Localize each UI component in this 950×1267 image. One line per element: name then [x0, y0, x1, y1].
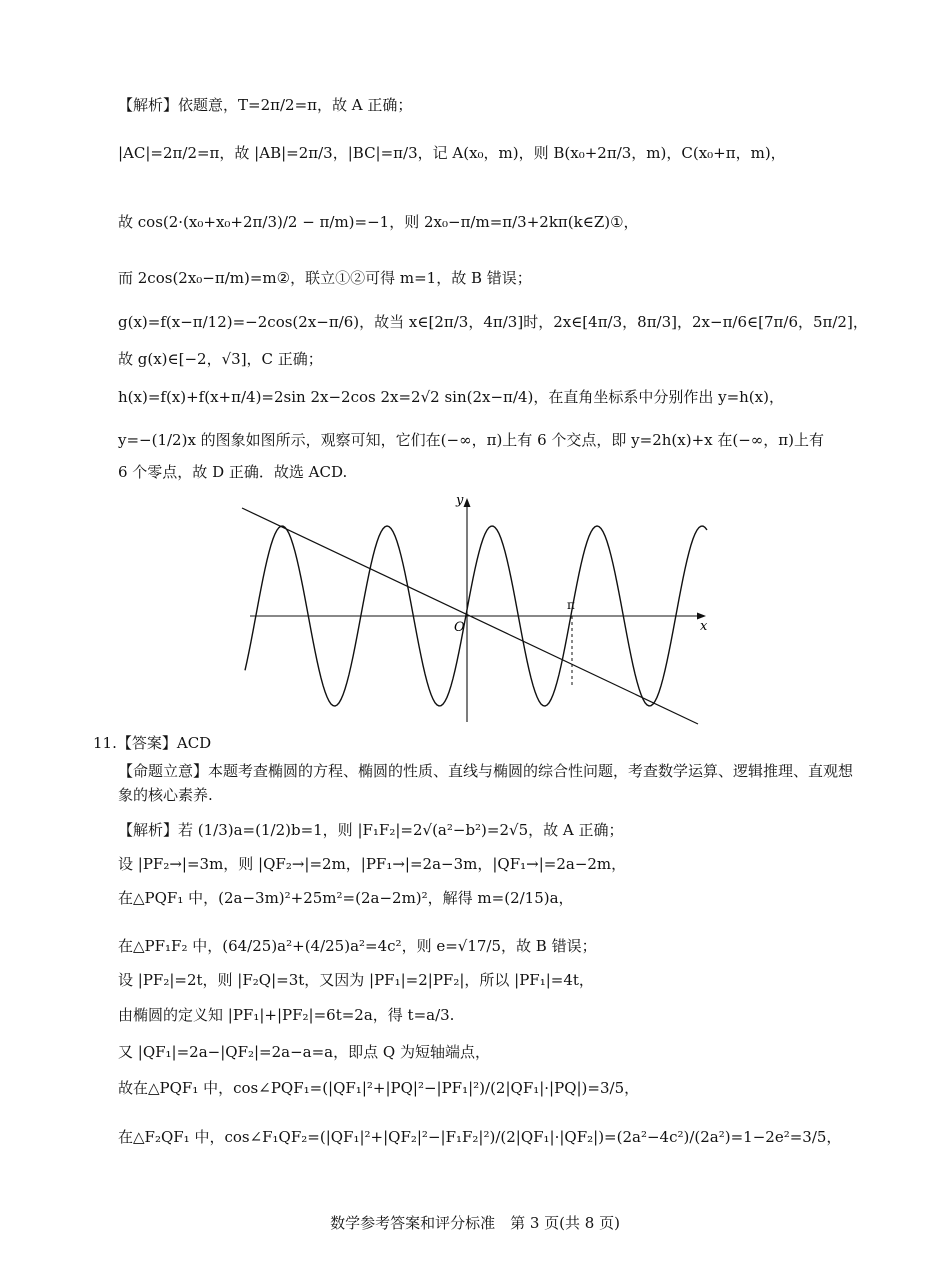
solution-line: 由椭圆的定义知 |PF₁|+|PF₂|=6t=2a，得 t=a/3.	[118, 1006, 455, 1024]
analysis-line: y=−(1/2)x 的图象如图所示，观察可知，它们在(−∞，π)上有 6 个交点，即 y=2h(x)+x 在(−∞，π)上有	[118, 431, 824, 449]
solution-line: 在△PF₁F₂ 中，(64/25)a²+(4/25)a²=4c²，则 e=√17/5，故 B 错误；	[118, 937, 597, 955]
solution-line: 故在△PQF₁ 中，cos∠PQF₁=(|QF₁|²+|PQ|²−|PF₁|²)/(2|QF₁|·|PQ|)=3/5，	[118, 1079, 640, 1097]
analysis-line: 故 cos(2·(x₀+x₀+2π/3)/2 − π/m)=−1，则 2x₀−π/m=π/3+2kπ(k∈Z)①，	[118, 213, 639, 231]
solution-line: 又 |QF₁|=2a−|QF₂|=2a−a=a，即点 Q 为短轴端点，	[118, 1043, 490, 1061]
analysis-line: 故 g(x)∈[−2，√3]，C 正确；	[118, 350, 323, 368]
solution-line: 设 |PF₂→|=3m，则 |QF₂→|=2m，|PF₁→|=2a−3m，|QF₁→|=2a−2m，	[118, 855, 627, 873]
analysis-line: 而 2cos(2x₀−π/m)=m②，联立①②可得 m=1，故 B 错误；	[118, 269, 532, 287]
analysis-line: g(x)=f(x−π/12)=−2cos(2x−π/6)，故当 x∈[2π/3，4π/3]时，2x∈[4π/3，8π/3]，2x−π/6∈[7π/6，5π/2]，	[118, 313, 868, 331]
analysis-line: 【解析】依题意，T=2π/2=π，故 A 正确；	[118, 96, 413, 114]
origin-label: O	[454, 620, 465, 635]
function-graph	[240, 490, 710, 734]
pi-label: π	[567, 598, 575, 612]
y-axis-arrow	[464, 498, 471, 507]
analysis-line: 6 个零点，故 D 正确．故选 ACD.	[118, 463, 348, 481]
solution-line: 在△PQF₁ 中，(2a−3m)²+25m²=(2a−2m)²，解得 m=(2/15)a，	[118, 889, 574, 907]
page-footer: 数学参考答案和评分标准 第 3 页(共 8 页)	[330, 1214, 620, 1232]
intent-text: 【命题立意】本题考查椭圆的方程、椭圆的性质、直线与椭圆的综合性问题，考查数学运算、逻辑推理、直观想象的核心素养.	[118, 762, 854, 804]
solution-line: 设 |PF₂|=2t，则 |F₂Q|=3t，又因为 |PF₁|=2|PF₂|，所以 |PF₁|=4t，	[118, 971, 594, 989]
x-axis-label: x	[700, 619, 708, 634]
solution-line: 在△F₂QF₁ 中，cos∠F₁QF₂=(|QF₁|²+|QF₂|²−|F₁F₂|²)/(2|QF₁|·|QF₂|)=(2a²−4c²)/(2a²)=1−2e²=3/5，	[118, 1128, 842, 1146]
answer-line: 11.【答案】ACD	[93, 734, 212, 752]
analysis-line: |AC|=2π/2=π，故 |AB|=2π/3，|BC|=π/3，记 A(x₀，m)，则 B(x₀+2π/3，m)，C(x₀+π，m)，	[118, 144, 786, 162]
y-axis-label: y	[456, 493, 464, 508]
solution-line: 【解析】若 (1/3)a=(1/2)b=1，则 |F₁F₂|=2√(a²−b²)=2√5，故 A 正确；	[118, 821, 624, 839]
analysis-line: h(x)=f(x)+f(x+π/4)=2sin 2x−2cos 2x=2√2 sin(2x−π/4)，在直角坐标系中分别作出 y=h(x)，	[118, 388, 784, 406]
